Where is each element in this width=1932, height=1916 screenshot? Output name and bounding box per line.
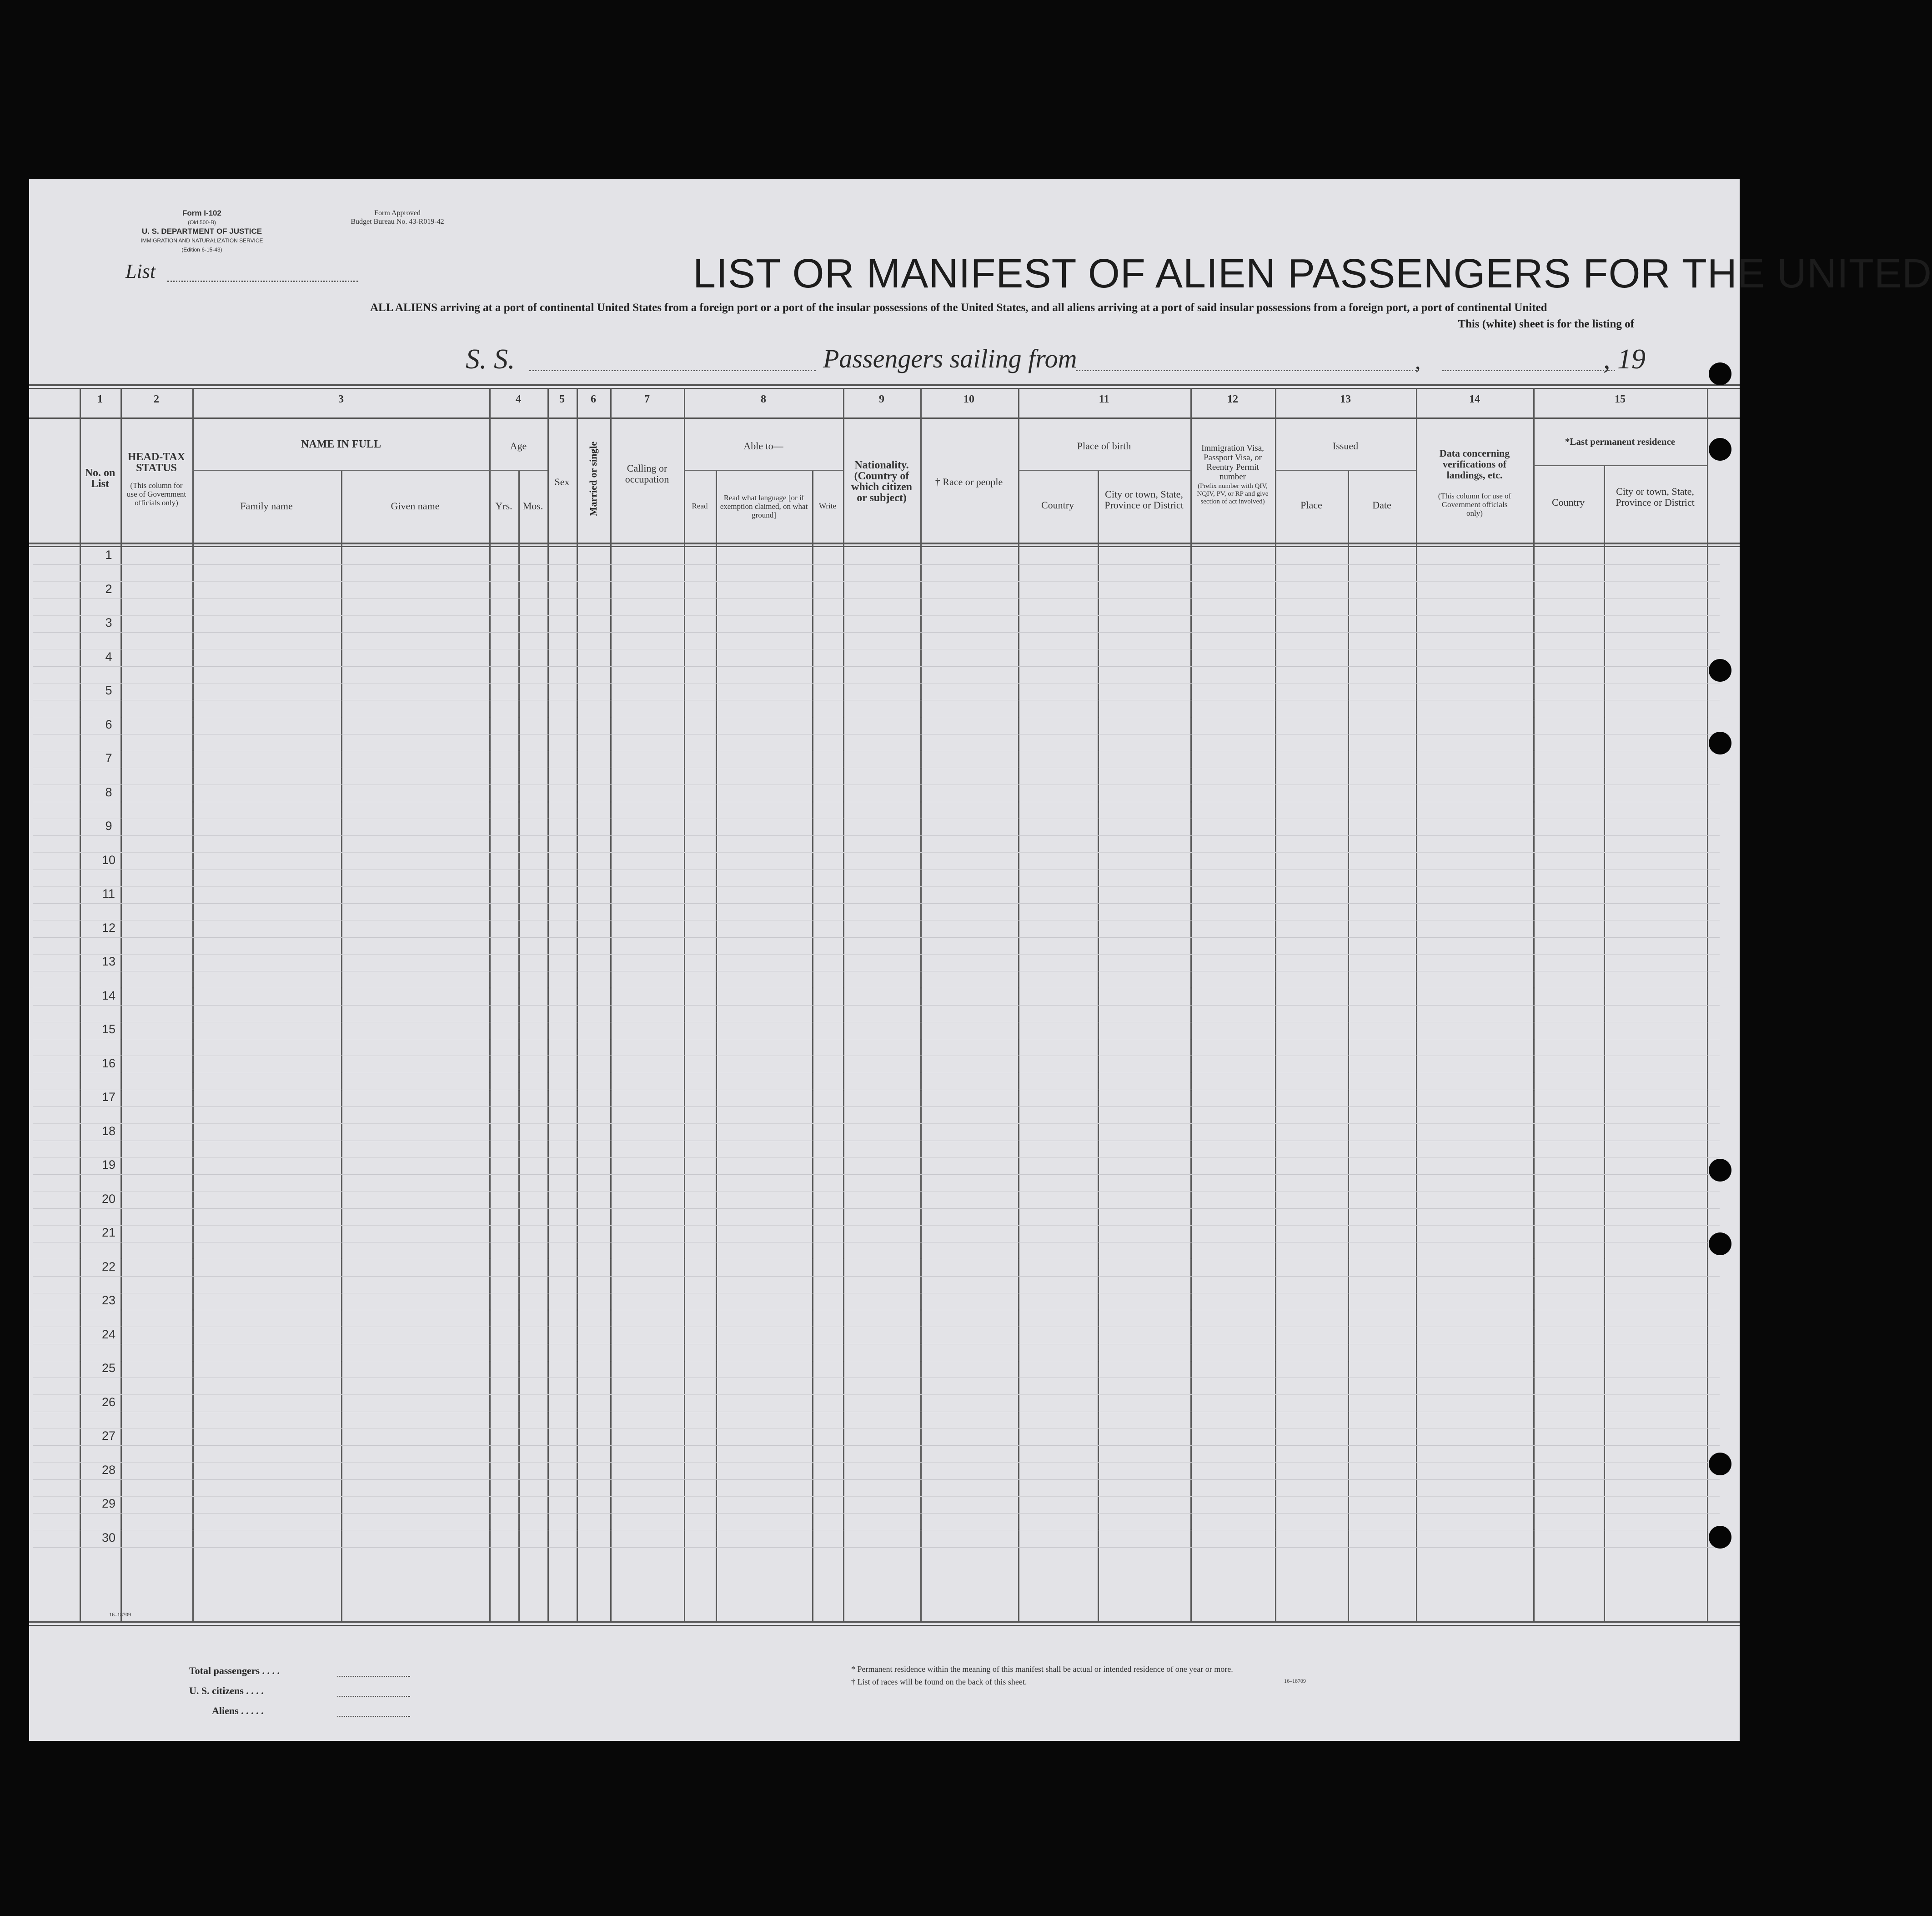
department-name: U. S. DEPARTMENT OF JUSTICE: [141, 227, 262, 236]
total-passengers-line[interactable]: [337, 1676, 410, 1677]
punch-hole: [1709, 1526, 1731, 1549]
row-number: 14: [101, 989, 116, 1002]
able-to-header: Able to—: [743, 440, 783, 452]
subtitle: ALL ALIENS arriving at a port of continental United States from a foreign port or a port of the insular possessions of the United States, and all aliens arriving at a port of said insular possessions from a foreign port, a port of continental United: [370, 302, 1547, 314]
calling-occupation-header: Calling or occupation: [625, 463, 669, 485]
column-number: 13: [1340, 393, 1351, 405]
col-divider: [1416, 388, 1417, 1621]
table-row[interactable]: [33, 903, 1720, 904]
birth-country-header: Country: [1041, 499, 1074, 511]
punch-hole: [1709, 1159, 1731, 1182]
read-header: Read: [692, 502, 708, 510]
table-row[interactable]: [33, 1106, 1720, 1107]
row-subline: [33, 581, 1720, 582]
table-row[interactable]: [33, 666, 1720, 667]
col-divider: [1190, 388, 1192, 1621]
residence-subheader-rule: [1533, 465, 1707, 466]
aliens-label: Aliens . . . . .: [212, 1705, 264, 1716]
age-header: Age: [510, 440, 527, 452]
row-number: 24: [101, 1328, 116, 1341]
row-number: 19: [101, 1158, 116, 1172]
row-number: 18: [101, 1124, 116, 1138]
able-subheader-rule: [684, 470, 843, 471]
table-row[interactable]: [33, 632, 1720, 633]
punch-hole: [1709, 438, 1731, 461]
table-row[interactable]: [33, 1174, 1720, 1175]
col-divider: [812, 470, 813, 1621]
total-passengers-label: Total passengers . . . .: [189, 1665, 280, 1676]
col-divider: [192, 388, 194, 1621]
column-number: 15: [1615, 393, 1626, 405]
permanent-residence-note: * Permanent residence within the meaning of this manifest shall be actual or intended residence of one year or more.: [851, 1665, 1233, 1674]
row-number: 17: [101, 1090, 116, 1104]
column-number: 9: [879, 393, 884, 405]
col-divider: [1707, 388, 1708, 1621]
col-divider: [1348, 470, 1349, 1621]
visa-note: (Prefix number with QIV, NQIV, PV, or RP and give section of act involved): [1197, 483, 1269, 505]
table-row[interactable]: [33, 937, 1720, 938]
row-number: 30: [101, 1531, 116, 1544]
row-number: 21: [101, 1226, 116, 1239]
sailing-date-line[interactable]: [1442, 370, 1615, 371]
column-number: 3: [338, 393, 344, 405]
sailing-from-label: Passengers sailing from: [823, 344, 1077, 373]
form-number: Form I-102: [182, 209, 221, 217]
row-number: 6: [105, 718, 112, 731]
row-number: 29: [101, 1497, 116, 1510]
row-number: 22: [101, 1260, 116, 1273]
row-number: 4: [105, 650, 112, 664]
column-number: 7: [644, 393, 650, 405]
col-divider: [843, 388, 844, 1621]
col-divider: [1018, 388, 1019, 1621]
table-row[interactable]: [33, 1513, 1720, 1514]
head-tax-note: (This column for use of Government officials only): [126, 481, 186, 507]
residence-country-header: Country: [1551, 497, 1585, 508]
subtitle-continuation: This (white) sheet is for the listing of: [1458, 318, 1634, 330]
row-number: 13: [101, 955, 116, 968]
col-divider: [920, 388, 922, 1621]
row-number: 20: [101, 1192, 116, 1206]
aliens-line[interactable]: [337, 1716, 410, 1717]
age-subheader-rule: [489, 470, 547, 471]
age-months-header: Mos.: [522, 500, 543, 512]
column-number: 5: [559, 393, 565, 405]
col-divider: [716, 470, 717, 1621]
given-name-header: Given name: [391, 500, 440, 512]
column-number: 12: [1227, 393, 1238, 405]
col-divider: [1275, 388, 1276, 1621]
head-tax-header: HEAD-TAX STATUS: [127, 451, 186, 474]
last-residence-header: *Last permanent residence: [1565, 436, 1676, 447]
issued-header: Issued: [1332, 440, 1359, 452]
read-language-header: Read what language [or if exemption claimed, on what ground]: [720, 493, 808, 519]
row-number: 7: [105, 751, 112, 765]
form-approved: Form Approved: [374, 209, 421, 217]
sex-header: Sex: [554, 476, 570, 488]
row-subline: [33, 1428, 1720, 1429]
issued-date-header: Date: [1372, 499, 1391, 511]
punch-hole: [1709, 362, 1731, 385]
row-number: 26: [101, 1395, 116, 1409]
row-number: 3: [105, 616, 112, 629]
issued-place-header: Place: [1300, 499, 1322, 511]
column-number: 1: [97, 393, 103, 405]
page-title: LIST OR MANIFEST OF ALIEN PASSENGERS FOR THE UNITED: [693, 251, 1932, 297]
col-divider: [547, 388, 549, 1621]
table-row[interactable]: [33, 1445, 1720, 1446]
ss-label: S. S.: [466, 344, 515, 375]
row-number: 5: [105, 684, 112, 697]
age-years-header: Yrs.: [495, 500, 512, 512]
col-divider: [1533, 388, 1535, 1621]
row-subline: [33, 1123, 1720, 1124]
service-name: IMMIGRATION AND NATURALIZATION SERVICE: [141, 237, 263, 244]
row-subline: [33, 615, 1720, 616]
row-number: 12: [101, 921, 116, 935]
col-divider: [1098, 470, 1099, 1621]
punch-hole: [1709, 1232, 1731, 1255]
write-header: Write: [818, 502, 837, 510]
birth-city-header: City or town, State, Province or District: [1104, 488, 1184, 511]
column-number: 6: [591, 393, 596, 405]
row-number: 11: [102, 887, 115, 900]
list-label: List: [125, 260, 156, 282]
approval-block: [320, 209, 475, 226]
col-divider: [684, 388, 685, 1621]
place-of-birth-header: Place of birth: [1077, 440, 1131, 452]
data-concerning-header: Data concerning verifications of landings, etc.: [1439, 448, 1510, 481]
col-divider: [80, 388, 81, 1621]
sailing-port-line[interactable]: [1076, 370, 1417, 371]
edition: (Edition 6-15-43): [181, 246, 222, 253]
data-concerning-note: (This column for use of Government officials only): [1438, 492, 1511, 518]
row-number: 23: [101, 1293, 116, 1307]
row-number: 16: [101, 1056, 116, 1070]
married-or-single-header: Married or single: [587, 441, 599, 517]
manifest-sheet: [29, 179, 1932, 1741]
table-row[interactable]: [33, 1547, 1720, 1548]
row-number: 1: [105, 548, 112, 562]
col-divider: [489, 388, 491, 1621]
issued-subheader-rule: [1275, 470, 1416, 471]
print-code: 16–18709: [109, 1611, 131, 1618]
row-number: 25: [101, 1361, 116, 1375]
birth-subheader-rule: [1018, 470, 1190, 471]
budget-bureau-number: Budget Bureau No. 43-R019-42: [351, 218, 444, 226]
table-bottom-rule-2: [29, 1625, 1740, 1626]
row-subline: [33, 1394, 1720, 1395]
row-subline: [33, 1462, 1720, 1463]
row-number: 8: [105, 785, 112, 799]
row-subline: [33, 886, 1720, 887]
punch-hole: [1709, 732, 1731, 754]
table-row[interactable]: [33, 1479, 1720, 1480]
column-number-rule: [29, 417, 1740, 419]
row-subline: [33, 852, 1720, 853]
row-subline: [33, 954, 1720, 955]
column-number: 4: [516, 393, 521, 405]
header-bottom-rule-2: [29, 546, 1740, 547]
column-number: 10: [963, 393, 974, 405]
comma: ,: [1415, 348, 1421, 374]
column-number: 2: [154, 393, 159, 405]
us-citizens-label: U. S. citizens . . . .: [189, 1685, 264, 1696]
table-row[interactable]: [33, 564, 1720, 565]
table-row[interactable]: [33, 1005, 1720, 1006]
column-number: 8: [761, 393, 766, 405]
table-row[interactable]: [33, 835, 1720, 836]
punch-hole: [1709, 1453, 1731, 1475]
year-prefix: , 19: [1603, 344, 1646, 375]
table-top-rule-2: [29, 388, 1740, 389]
print-code-2: 16–18709: [1284, 1678, 1306, 1684]
table-row[interactable]: [33, 1276, 1720, 1277]
row-subline: [33, 1496, 1720, 1497]
col-divider: [1604, 465, 1605, 1621]
table-row[interactable]: [33, 1208, 1720, 1209]
no-on-list-header: No. on List: [85, 467, 115, 490]
table-bottom-rule: [29, 1621, 1740, 1623]
form-identifier: [120, 209, 284, 254]
list-number-line[interactable]: [167, 281, 358, 282]
visa-header: Immigration Visa, Passport Visa, or Reentry Permit number: [1201, 443, 1264, 482]
col-divider: [577, 388, 578, 1621]
residence-city-header: City or town, State, Province or District: [1616, 486, 1695, 508]
row-number: 27: [101, 1429, 116, 1443]
column-number: 14: [1469, 393, 1480, 405]
col-divider: [518, 470, 520, 1621]
col-divider: [341, 470, 342, 1621]
row-number: 10: [101, 853, 116, 867]
race-header: † Race or people: [935, 476, 1003, 488]
name-in-full-header: NAME IN FULL: [301, 438, 381, 450]
nationality-header: Nationality. (Country of which citizen or subject): [851, 459, 912, 504]
old-form-number: (Old 500-B): [187, 219, 216, 226]
row-number: 2: [105, 582, 112, 596]
table-row[interactable]: [33, 598, 1720, 599]
header-bottom-rule: [29, 543, 1740, 544]
row-subline: [33, 1225, 1720, 1226]
table-top-rule: [29, 384, 1740, 386]
row-subline: [33, 1191, 1720, 1192]
race-list-note: † List of races will be found on the back of this sheet.: [851, 1677, 1027, 1686]
column-number: 11: [1099, 393, 1109, 405]
row-number: 9: [105, 819, 112, 833]
name-subheader-rule: [192, 470, 489, 471]
row-subline: [33, 683, 1720, 684]
family-name-header: Family name: [240, 500, 293, 512]
row-number: 28: [101, 1463, 116, 1477]
ship-name-line[interactable]: [529, 370, 816, 371]
punch-hole: [1709, 659, 1731, 682]
col-divider: [610, 388, 612, 1621]
row-subline: [33, 1157, 1720, 1158]
us-citizens-line[interactable]: [337, 1696, 410, 1697]
row-number: 15: [101, 1022, 116, 1036]
